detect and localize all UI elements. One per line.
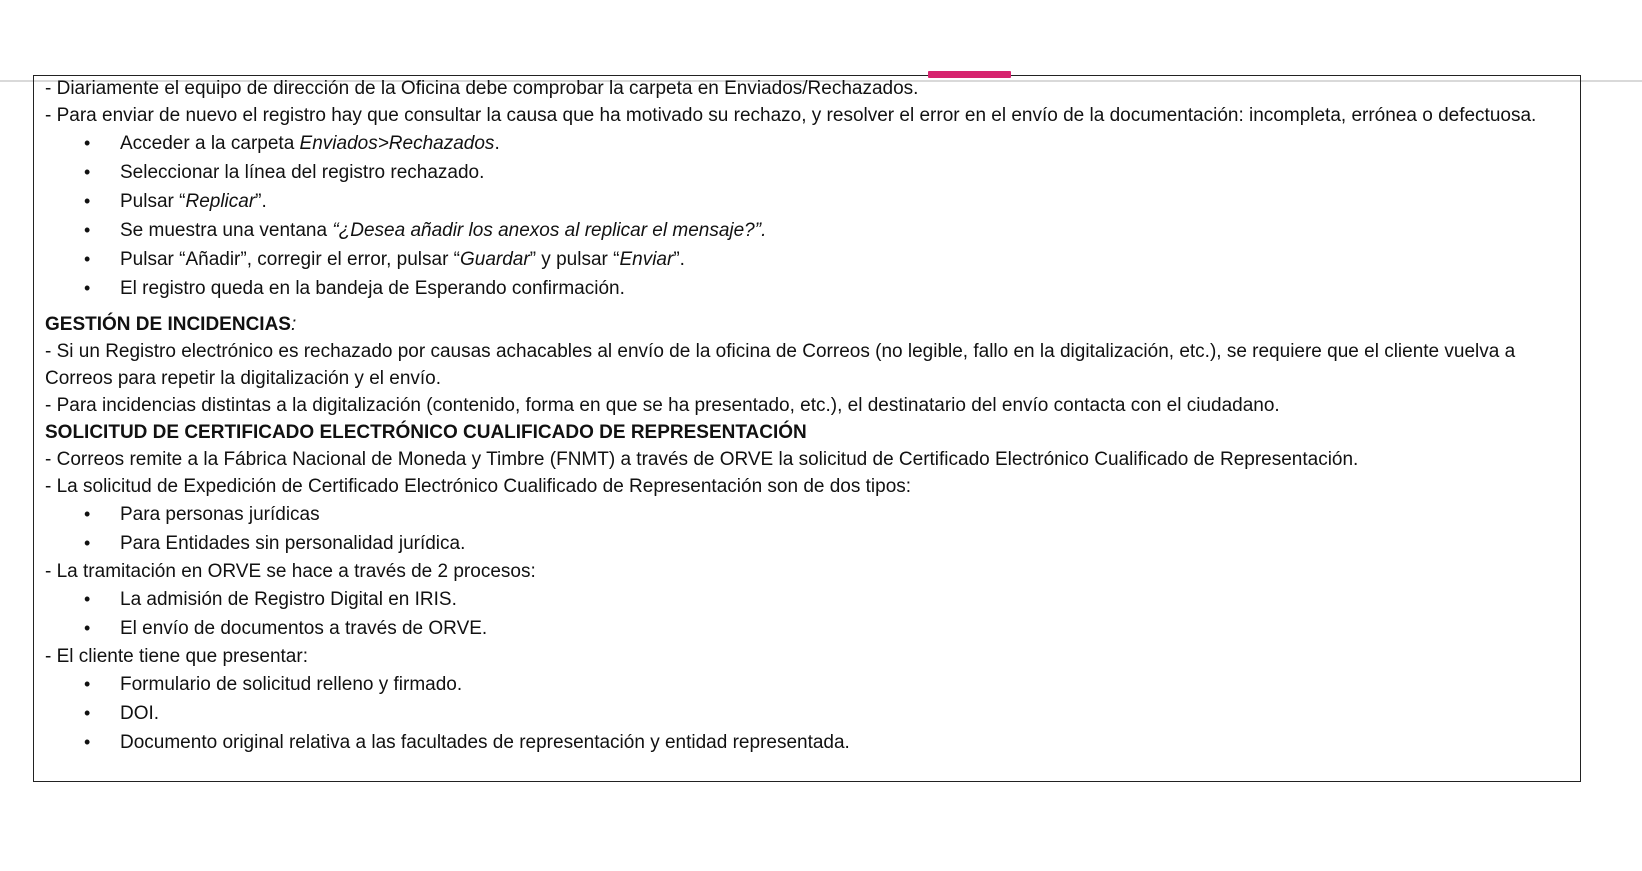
paragraph-certificado-2: - La solicitud de Expedición de Certificado Electrónico Cualificado de Representación son de dos tipos:: [45, 476, 912, 497]
paragraph-incidencias-2: - Para incidencias distintas a la digitalización (contenido, forma en que se ha presentado, etc.), el destinatario del envío contacta con el ciudadano.: [45, 395, 1280, 416]
list-item: • El registro queda en la bandeja de Esperando confirmación.: [45, 274, 1575, 303]
heading-incidencias: GESTIÓN DE INCIDENCIAS:: [45, 314, 297, 335]
list-item: • Formulario de solicitud relleno y firmado.: [45, 670, 1575, 699]
list-item: • El envío de documentos a través de ORVE.: [45, 614, 1575, 643]
paragraph-certificado-4: - El cliente tiene que presentar:: [45, 646, 308, 667]
document-body: [45, 75, 1575, 757]
documentos-list: [45, 670, 1575, 757]
list-item: • Se muestra una ventana “¿Desea añadir los anexos al replicar el mensaje?”.: [45, 216, 1575, 245]
list-item: • Pulsar “Añadir”, corregir el error, pulsar “Guardar” y pulsar “Enviar”.: [45, 245, 1575, 274]
tipos-list: [45, 500, 1575, 558]
list-item: • Para personas jurídicas: [45, 500, 1575, 529]
steps-list: [45, 129, 1575, 303]
list-item: • Documento original relativa a las facultades de representación y entidad representada.: [45, 728, 1575, 757]
paragraph-incidencias-1: - Si un Registro electrónico es rechazado por causas achacables al envío de la oficina de Correos (no legible, fallo en la digitalización, etc.), se requiere que el cliente vuelva a Correos para repetir la digitalización y el envío.: [45, 341, 1516, 389]
list-item: • Seleccionar la línea del registro rechazado.: [45, 158, 1575, 187]
list-item: • Para Entidades sin personalidad jurídica.: [45, 529, 1575, 558]
paragraph-certificado-3: - La tramitación en ORVE se hace a través de 2 procesos:: [45, 561, 536, 582]
paragraph-certificado-1: - Correos remite a la Fábrica Nacional de Moneda y Timbre (FNMT) a través de ORVE la solicitud de Certificado Electrónico Cualificado de Representación.: [45, 449, 1359, 470]
procesos-list: [45, 585, 1575, 643]
list-item: • Acceder a la carpeta Enviados>Rechazados.: [45, 129, 1575, 158]
list-item: • DOI.: [45, 699, 1575, 728]
paragraph-rechazados-1: - Diariamente el equipo de dirección de la Oficina debe comprobar la carpeta en Enviados/Rechazados.: [45, 78, 919, 99]
paragraph-rechazados-2: - Para enviar de nuevo el registro hay que consultar la causa que ha motivado su rechazo, y resolver el error en el envío de la documentación: incompleta, errónea o defectuosa.: [45, 105, 1537, 126]
list-item: • La admisión de Registro Digital en IRIS.: [45, 585, 1575, 614]
heading-certificado: SOLICITUD DE CERTIFICADO ELECTRÓNICO CUALIFICADO DE REPRESENTACIÓN: [45, 422, 807, 443]
list-item: • Pulsar “Replicar”.: [45, 187, 1575, 216]
